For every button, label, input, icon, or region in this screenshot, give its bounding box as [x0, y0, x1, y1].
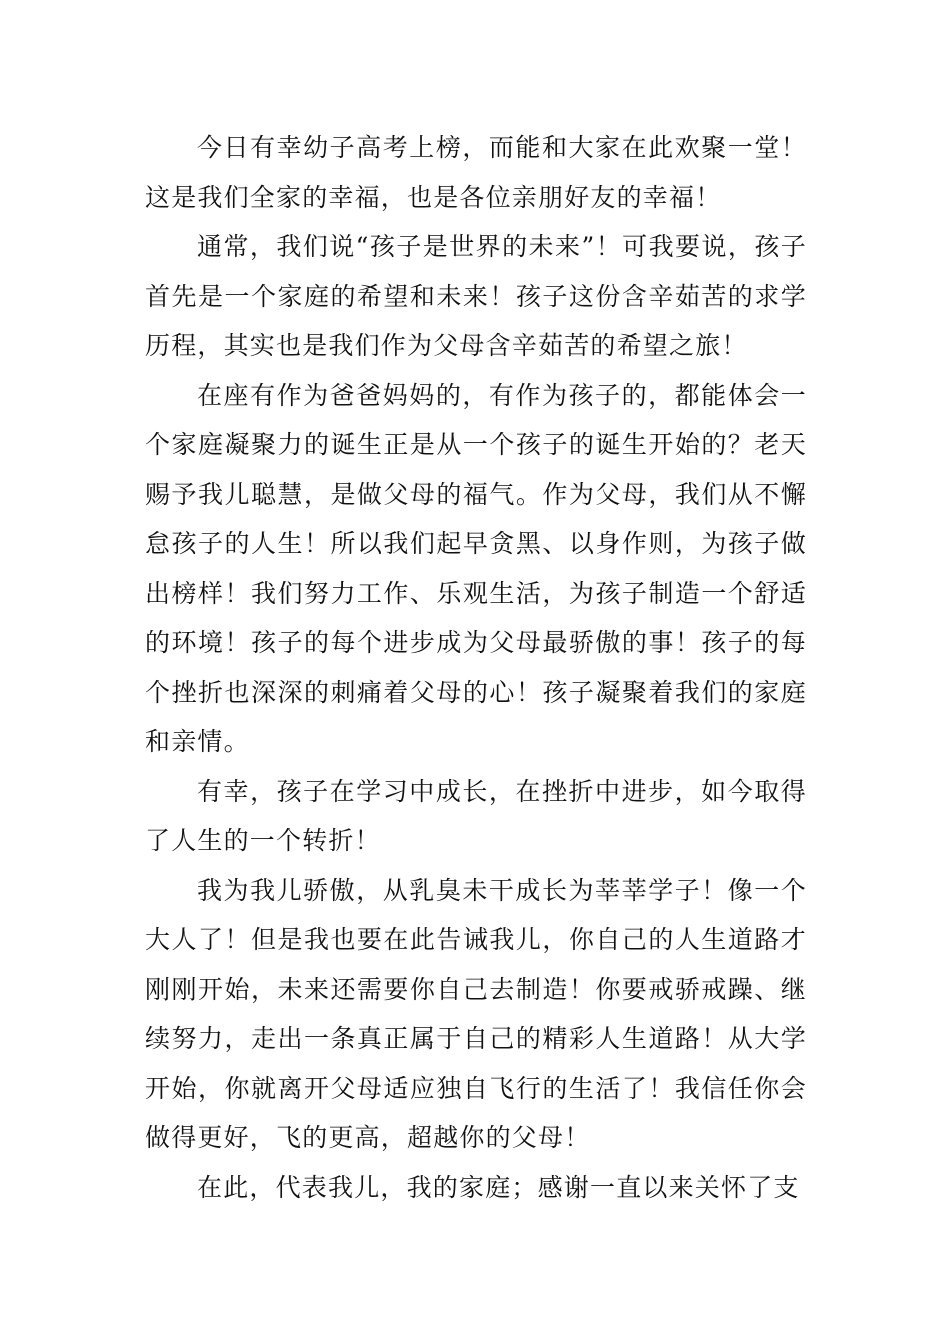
paragraph-4: 有幸，孩子在学习中成长，在挫折中进步，如今取得了人生的一个转折！: [145, 776, 807, 855]
paragraph-5: 我为我儿骄傲，从乳臭未干成长为莘莘学子！像一个大人了！但是我也要在此告诫我儿，你自己的人生道路才刚刚开始，未来还需要你自己去制造！你要戒骄戒躁、继续努力，走出一条真正属于自己的精彩人生道路！从大学开始，你就离开父母适应独自飞行的生活了！我信任你会做得更好，飞的更高，超越你的父母！: [145, 875, 807, 1152]
document-body: [145, 123, 807, 1212]
paragraph-3: 在座有作为爸爸妈妈的，有作为孩子的，都能体会一个家庭凝聚力的诞生正是从一个孩子的诞生开始的？老天赐予我儿聪慧，是做父母的福气。作为父母，我们从不懈怠孩子的人生！所以我们起早贪黑、以身作则，为孩子做出榜样！我们努力工作、乐观生活，为孩子制造一个舒适的环境！孩子的每个进步成为父母最骄傲的事！孩子的每个挫折也深深的刺痛着父母的心！孩子凝聚着我们的家庭和亲情。: [145, 380, 807, 756]
paragraph-6: 在此，代表我儿，我的家庭；感谢一直以来关怀了支: [197, 1172, 800, 1202]
paragraph-1: 今日有幸幼子高考上榜，而能和大家在此欢聚一堂！这是我们全家的幸福，也是各位亲朋好友的幸福！: [145, 133, 807, 212]
paragraph-2: 通常，我们说“孩子是世界的未来”！可我要说，孩子首先是一个家庭的希望和未来！孩子这份含辛茹苦的求学历程，其实也是我们作为父母含辛茹苦的希望之旅！: [145, 232, 807, 360]
